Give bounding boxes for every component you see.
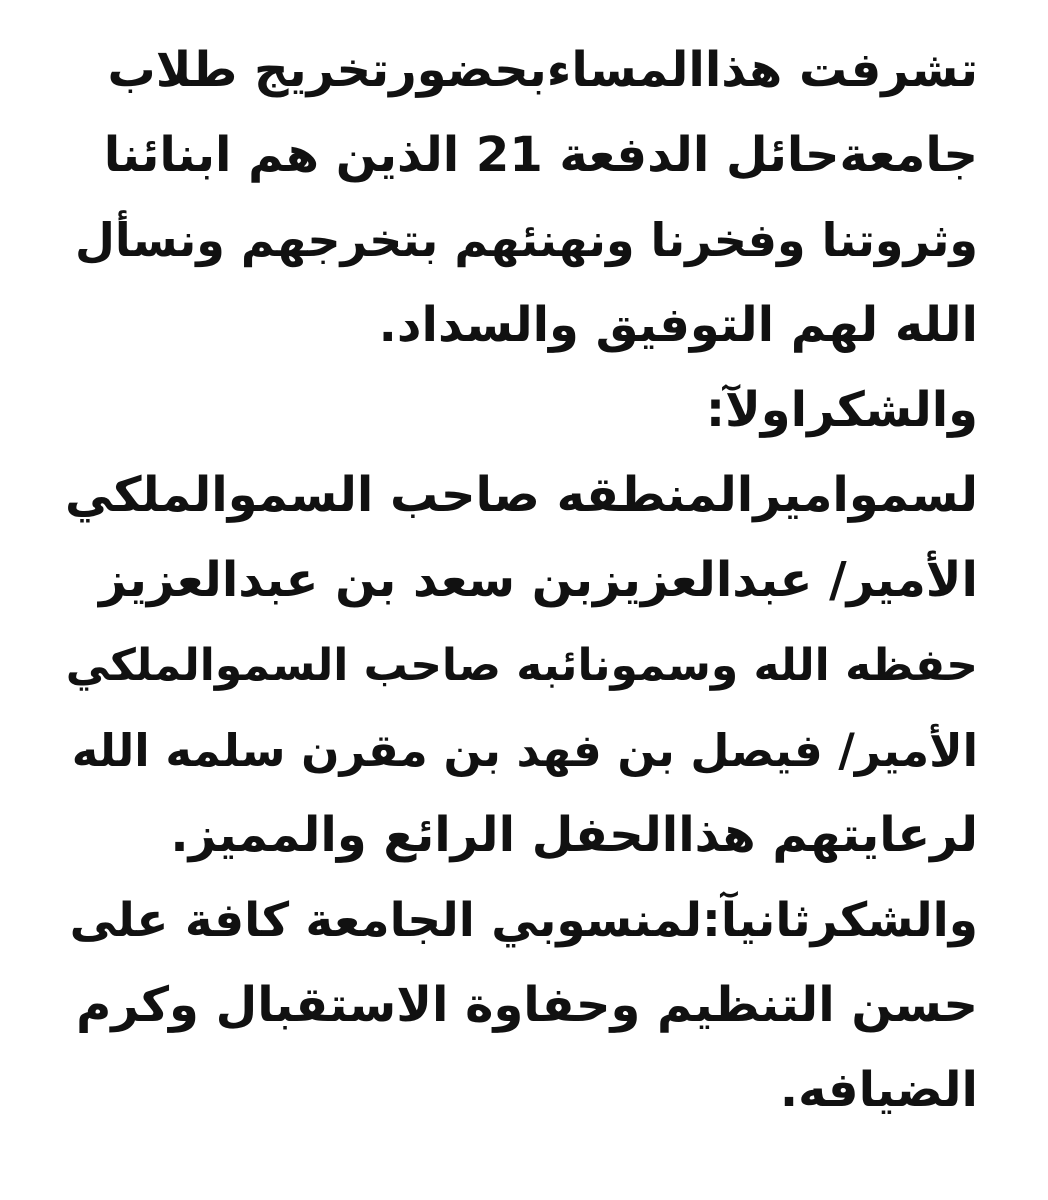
note-line: والشكراولآ: (705, 382, 978, 438)
note-line: لرعايتهم هذاالحفل الرائع والمميز. (170, 807, 978, 863)
note-line: الأمير/ فيصل بن فهد بن مقرن سلمه الله (71, 724, 978, 777)
note-line: تشرفت هذاالمساءبحضورتخريج طلاب (107, 42, 978, 98)
note-line: والشكرثانيآ:لمنسوبي الجامعة كافة على (69, 893, 978, 948)
note-line: جامعةحائل الدفعة 21 الذين هم ابنائنا (103, 127, 978, 183)
note-line: الضيافه. (779, 1062, 978, 1118)
note-line: الله لهم التوفيق والسداد. (378, 297, 978, 353)
note-line: حسن التنظيم وحفاوة الاستقبال وكرم (76, 977, 978, 1033)
note-line: وثروتنا وفخرنا ونهنئهم بتخرجهم ونسأل (75, 213, 978, 267)
note-line: لسمواميرالمنطقه صاحب السموالملكي (65, 467, 978, 523)
note-line: الأمير/ عبدالعزيزبن سعد بن عبدالعزيز (98, 552, 978, 608)
note-line: حفظه الله وسمونائبه صاحب السموالملكي (65, 640, 978, 691)
